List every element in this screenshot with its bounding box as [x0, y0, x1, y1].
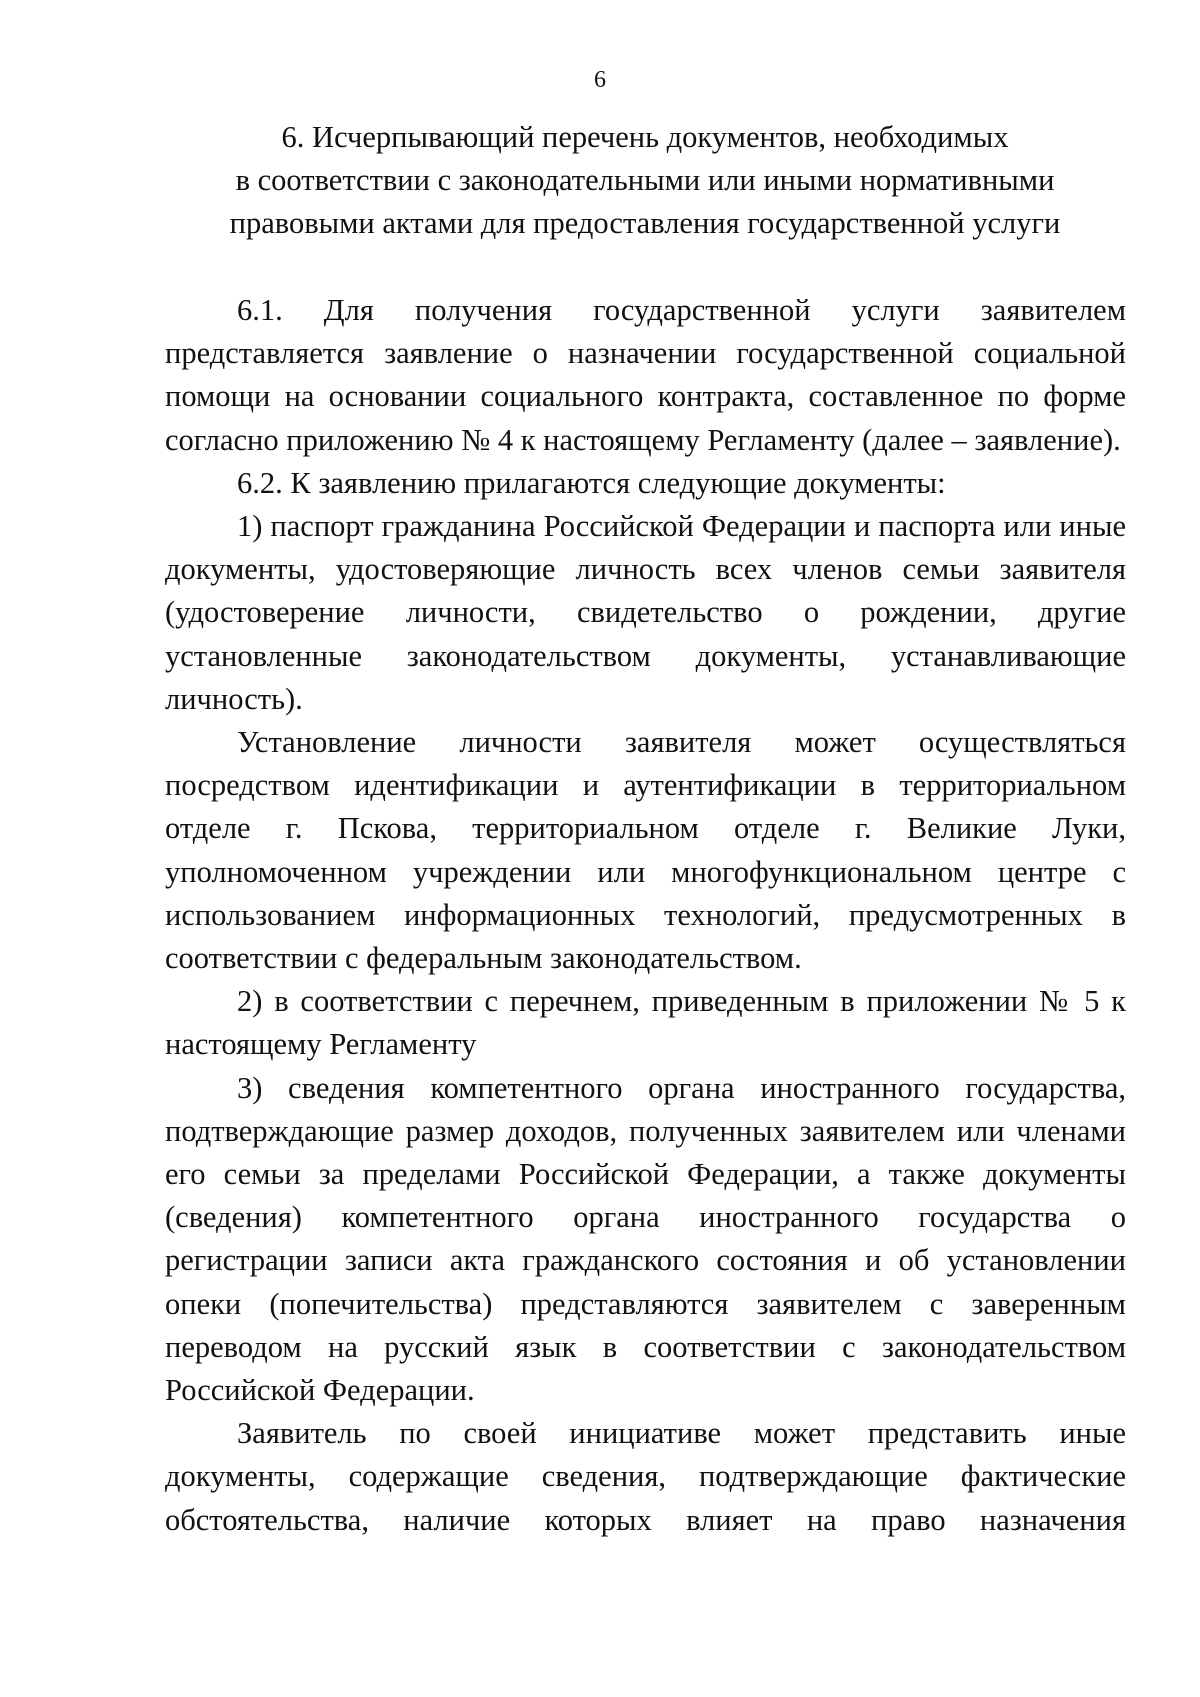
paragraph-6-2: 6.2. К заявлению прилагаются следующие документы:: [237, 465, 946, 500]
list-item-3: 3) сведения компетентного органа иностранного государства, подтверждающие размер доходов, полученных заявителем или членами его семьи за пределами Российской Федерации, а также документы (сведения) компетентного органа иностранного государства о регистрации записи акта гражданского состояния и об установлении опеки (попечительства) представляются заявителем с заверенным переводом на русский язык в соответствии с законодательством Российской Федерации.: [165, 1070, 1126, 1408]
page-number: 6: [594, 67, 606, 93]
paragraph-initiative: Заявитель по своей инициативе может представить иные документы, содержащие сведения, подтверждающие фактические обстоятельства, наличие которых влияет на право назначения: [165, 1416, 1126, 1537]
document-body: [165, 289, 1126, 1542]
list-item-2: 2) в соответствии с перечнем, приведенным в приложении № 5 к настоящему Регламенту: [165, 984, 1126, 1062]
paragraph-identification: Установление личности заявителя может осуществляться посредством идентификации и аутентификации в территориальном отделе г. Пскова, территориальном отделе г. Великие Луки, уполномоченном учреждении или многофункциональном центре с использованием информационных технологий, предусмотренных в соответствии с федеральным законодательством.: [165, 725, 1126, 976]
section-heading: [150, 116, 1140, 245]
paragraph-6-1: 6.1. Для получения государственной услуги заявителем представляется заявление о назначении государственной социальной помощи на основании социального контракта, составленное по форме согласно приложению № 4 к настоящему Регламенту (далее – заявление).: [165, 293, 1126, 457]
list-item-1: 1) паспорт гражданина Российской Федерации и паспорта или иные документы, удостоверяющие личность всех членов семьи заявителя (удостоверение личности, свидетельство о рождении, другие установленные законодательством документы, устанавливающие личность).: [165, 509, 1126, 716]
heading-line-1: 6. Исчерпывающий перечень документов, необходимых: [281, 120, 1009, 154]
heading-line-2: в соответствии с законодательными или иными нормативными: [235, 163, 1055, 197]
heading-line-3: правовыми актами для предоставления государственной услуги: [229, 206, 1061, 240]
